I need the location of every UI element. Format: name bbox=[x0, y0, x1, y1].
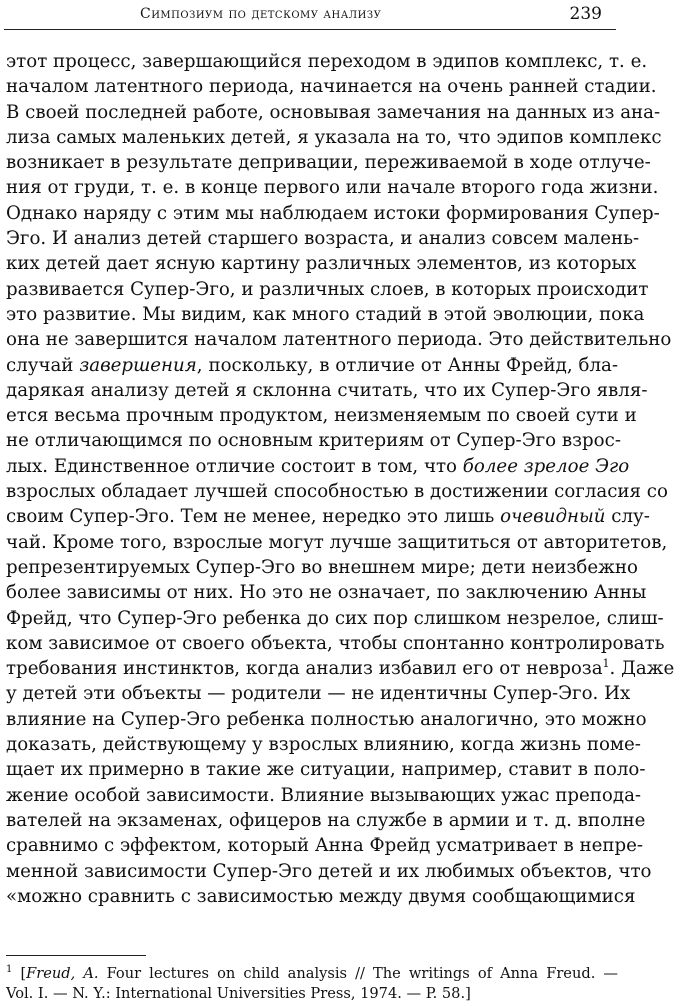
text-line: не отличающимся по основным критериям от Супер-Эго взрос- bbox=[6, 430, 621, 452]
footnote-author: Freud, A. bbox=[26, 964, 99, 982]
running-title: Симпозиум по детскому анализу bbox=[140, 6, 382, 22]
text-line: вателей на экзаменах, офицеров на службе в армии и т. д. вполне bbox=[6, 809, 646, 831]
text-segment: своим Супер-Эго. Тем не менее, нередко это лишь bbox=[6, 506, 501, 528]
footnote bbox=[6, 960, 618, 1004]
text-line: В своей последней работе, основывая замечания на данных из ана- bbox=[6, 101, 661, 123]
text-line: дарякая анализу детей я склонна считать, что их Супер-Эго явля- bbox=[6, 379, 648, 401]
text-segment: . Даже bbox=[609, 658, 674, 680]
text-line: жение особой зависимости. Влияние вызывающих ужас препода- bbox=[6, 784, 642, 806]
footnote-mark[interactable]: 1 bbox=[602, 657, 610, 671]
footnote-text: Four lectures on child analysis // The writings of Anna Freud. — bbox=[98, 964, 618, 982]
text-line: это развитие. Мы видим, как много стадий в этой эволюции, пока bbox=[6, 303, 645, 325]
text-line: Фрейд, что Супер-Эго ребенка до сих пор слишком незрелое, слиш- bbox=[6, 607, 664, 629]
italic-term: очевидный bbox=[500, 506, 606, 528]
text-line: более зависимы от них. Но это не означает, по заключению Анны bbox=[6, 582, 647, 604]
text-segment: лых. Единственное отличие состоит в том, что bbox=[6, 455, 463, 477]
footnote-rule bbox=[6, 955, 146, 956]
text-line: ком зависимое от своего объекта, чтобы спонтанно контролировать bbox=[6, 632, 665, 654]
text-line bbox=[6, 353, 618, 378]
italic-term: более зрелое Эго bbox=[462, 455, 630, 477]
footnote-line: Vol. I. — N. Y.: International Universities Press, 1974. — P. 58.] bbox=[6, 984, 471, 1002]
header-rule bbox=[4, 29, 616, 30]
text-segment: , поскольку, в отличие от Анны Фрейд, бла- bbox=[196, 354, 618, 376]
text-line: сравнимо с эффектом, который Анна Фрейд усматривает в непре- bbox=[6, 835, 644, 857]
text-segment: слу- bbox=[605, 506, 650, 528]
text-line: возникает в результате депривации, переживаемой в ходе отлуче- bbox=[6, 152, 651, 174]
footnote-line: $^1$ [Freud, A. Four lectures on child analysis // The writings of Anna Freud. — bbox=[6, 964, 618, 982]
text-line: репрезентируемых Супер-Эго во внешнем мире; дети неизбежно bbox=[6, 556, 638, 578]
text-line: Эго. И анализ детей старшего возраста, и анализ совсем малень- bbox=[6, 228, 640, 250]
text-line: ется весьма прочным продуктом, неизменяемым по своей сути и bbox=[6, 405, 637, 427]
text-line: Однако наряду с этим мы наблюдаем истоки формирования Супер- bbox=[6, 202, 660, 224]
text-line: чай. Кроме того, взрослые могут лучше защититься от авторитетов, bbox=[6, 531, 668, 553]
body-text bbox=[6, 49, 674, 909]
text-line: началом латентного периода, начинается на очень ранней стадии. bbox=[6, 76, 657, 98]
text-line: этот процесс, завершающийся переходом в эдипов комплекс, т. е. bbox=[6, 51, 648, 72]
text-line: у детей эти объекты — родители — не идентичны Супер-Эго. Их bbox=[6, 683, 631, 705]
text-line: влияние на Супер-Эго ребенка полностью аналогично, это можно bbox=[6, 708, 647, 730]
text-line: взрослых обладает лучшей способностью в достижении согласия со bbox=[6, 481, 668, 503]
text-segment: требования инстинктов, когда анализ избавил его от невроза bbox=[6, 658, 603, 680]
text-line: «можно сравнить с зависимостью между двумя сообщающимися bbox=[6, 885, 636, 907]
text-line: ких детей дает ясную картину различных элементов, из которых bbox=[6, 253, 637, 275]
page-number: 239 bbox=[569, 4, 602, 24]
italic-term: завершения bbox=[79, 354, 197, 376]
text-line: ния от груди, т. е. в конце первого или начале второго года жизни. bbox=[6, 177, 659, 199]
text-line: менной зависимости Супер-Эго детей и их любимых объектов, что bbox=[6, 860, 652, 882]
text-line bbox=[6, 454, 630, 479]
text-line: развивается Супер-Эго, и различных слоев, в которых происходит bbox=[6, 278, 649, 300]
text-line: доказать, действующему у взрослых влиянию, когда жизнь поме- bbox=[6, 734, 641, 756]
text-line: она не завершится началом латентного периода. Это действительно bbox=[6, 329, 672, 351]
text-line bbox=[6, 656, 674, 681]
text-segment: случай bbox=[6, 354, 80, 376]
footnote-number: 1 bbox=[6, 964, 13, 975]
text-line: щает их примерно в такие же ситуации, например, ставит в поло- bbox=[6, 759, 646, 781]
page-header bbox=[0, 0, 620, 30]
text-line bbox=[6, 504, 650, 529]
text-line: лиза самых маленьких детей, я указала на то, что эдипов комплекс bbox=[6, 126, 662, 148]
